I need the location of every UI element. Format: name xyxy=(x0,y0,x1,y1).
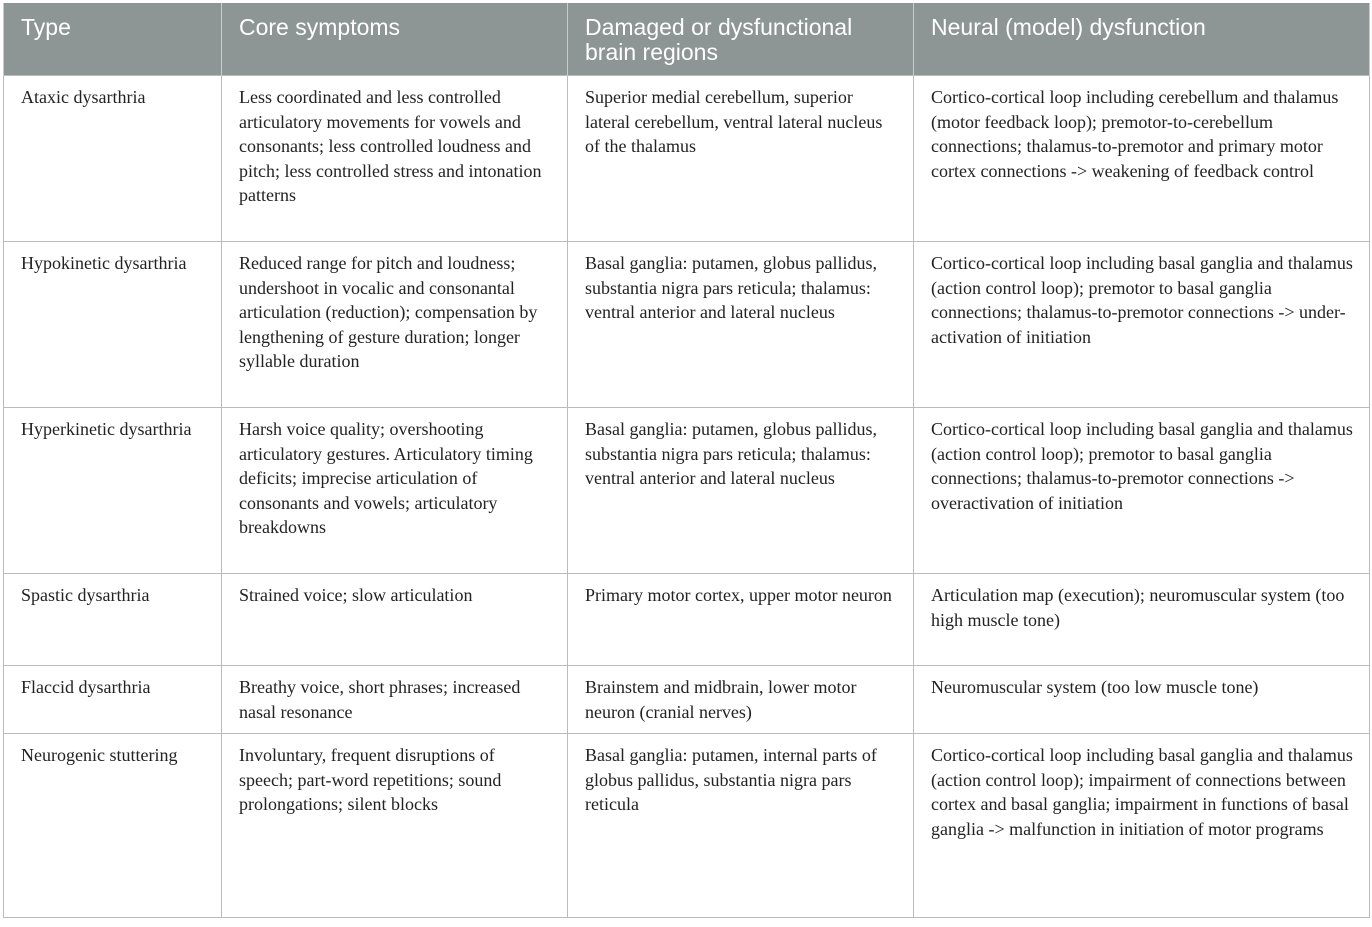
cell-core-symptoms: Breathy voice, short phrases; increased nasal resonance xyxy=(222,666,568,734)
header-neural-dysfunction: Neural (model) dysfunction xyxy=(914,3,1370,76)
cell-type: Hyperkinetic dysarthria xyxy=(4,408,222,574)
cell-brain-regions: Superior medial cerebellum, superior lateral cerebellum, ventral lateral nucleus of the thalamus xyxy=(568,76,914,242)
dysarthria-table xyxy=(3,3,1370,918)
table-row xyxy=(4,242,1370,408)
cell-type: Hypokinetic dysarthria xyxy=(4,242,222,408)
cell-type: Ataxic dysarthria xyxy=(4,76,222,242)
cell-neural-dysfunction: Neuromuscular system (too low muscle tone) xyxy=(914,666,1370,734)
cell-brain-regions: Brainstem and midbrain, lower motor neuron (cranial nerves) xyxy=(568,666,914,734)
cell-core-symptoms: Reduced range for pitch and loudness; undershoot in vocalic and consonantal articulation (reduction); compensation by lengthening of gesture duration; longer syllable duration xyxy=(222,242,568,408)
cell-type: Spastic dysarthria xyxy=(4,574,222,666)
cell-brain-regions: Basal ganglia: putamen, internal parts of globus pallidus, substantia nigra pars reticula xyxy=(568,734,914,918)
table-header xyxy=(4,3,1370,76)
header-core-symptoms: Core symptoms xyxy=(222,3,568,76)
cell-neural-dysfunction: Cortico-cortical loop including basal ganglia and thalamus (action control loop); premotor to basal ganglia connections; thalamus-to-premotor connections -> overactivation of initiation xyxy=(914,408,1370,574)
cell-core-symptoms: Involuntary, frequent disruptions of speech; part-word repetitions; sound prolongations; silent blocks xyxy=(222,734,568,918)
cell-type: Flaccid dysarthria xyxy=(4,666,222,734)
table-body xyxy=(4,76,1370,918)
cell-neural-dysfunction: Cortico-cortical loop including basal ganglia and thalamus (action control loop); premotor to basal ganglia connections; thalamus-to-premotor connections -> under-activation of initiation xyxy=(914,242,1370,408)
cell-brain-regions: Primary motor cortex, upper motor neuron xyxy=(568,574,914,666)
cell-neural-dysfunction: Cortico-cortical loop including cerebellum and thalamus (motor feedback loop); premotor-to-cerebellum connections; thalamus-to-premotor and primary motor cortex connections -> weakening of feedback control xyxy=(914,76,1370,242)
table-row xyxy=(4,76,1370,242)
header-type: Type xyxy=(4,3,222,76)
cell-brain-regions: Basal ganglia: putamen, globus pallidus, substantia nigra pars reticula; thalamus: ventral anterior and lateral nucleus xyxy=(568,242,914,408)
cell-brain-regions: Basal ganglia: putamen, globus pallidus, substantia nigra pars reticula; thalamus: ventral anterior and lateral nucleus xyxy=(568,408,914,574)
header-brain-regions: Damaged or dysfunctional brain regions xyxy=(568,3,914,76)
cell-core-symptoms: Less coordinated and less controlled articulatory movements for vowels and consonants; less controlled loudness and pitch; less controlled stress and intonation patterns xyxy=(222,76,568,242)
header-row xyxy=(4,3,1370,76)
cell-core-symptoms: Strained voice; slow articulation xyxy=(222,574,568,666)
cell-type: Neurogenic stuttering xyxy=(4,734,222,918)
table-row xyxy=(4,408,1370,574)
table-row xyxy=(4,574,1370,666)
cell-core-symptoms: Harsh voice quality; overshooting articulatory gestures. Articulatory timing deficits; imprecise articulation of consonants and vowels; articulatory breakdowns xyxy=(222,408,568,574)
table-row xyxy=(4,666,1370,734)
cell-neural-dysfunction: Articulation map (execution); neuromuscular system (too high muscle tone) xyxy=(914,574,1370,666)
table-row xyxy=(4,734,1370,918)
cell-neural-dysfunction: Cortico-cortical loop including basal ganglia and thalamus (action control loop); impairment of connections between cortex and basal ganglia; impairment in functions of basal ganglia -> malfunction in initiation of motor programs xyxy=(914,734,1370,918)
